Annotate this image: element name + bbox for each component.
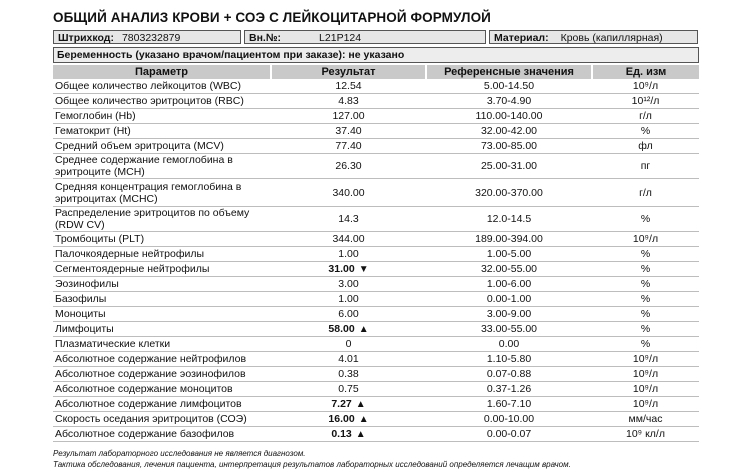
unit-cell: 10⁹ кл/л xyxy=(592,427,699,442)
result-cell: 31.00 ▼ xyxy=(271,262,426,277)
parameter-cell: Гематокрит (Ht) xyxy=(53,124,271,139)
reference-cell: 1.00-5.00 xyxy=(426,247,592,262)
unit-cell: % xyxy=(592,277,699,292)
parameter-cell: Абсолютное содержание моноцитов xyxy=(53,382,271,397)
material-field xyxy=(489,30,698,44)
header-unit: Ед. изм xyxy=(592,65,699,79)
result-cell: 12.54 xyxy=(271,79,426,94)
reference-cell: 0.00-10.00 xyxy=(426,412,592,427)
parameter-cell: Общее количество эритроцитов (RBC) xyxy=(53,94,271,109)
table-row xyxy=(53,397,699,412)
report-title: ОБЩИЙ АНАЛИЗ КРОВИ + СОЭ С ЛЕЙКОЦИТАРНОЙ ФОРМУЛОЙ xyxy=(53,10,491,25)
reference-cell: 320.00-370.00 xyxy=(426,179,592,207)
table-row xyxy=(53,382,699,397)
parameter-cell: Моноциты xyxy=(53,307,271,322)
unit-cell: фл xyxy=(592,139,699,154)
result-cell: 58.00 ▲ xyxy=(271,322,426,337)
table-row xyxy=(53,337,699,352)
parameter-cell: Абсолютное содержание базофилов xyxy=(53,427,271,442)
parameter-cell: Лимфоциты xyxy=(53,322,271,337)
table-header-row xyxy=(53,65,699,79)
result-cell: 37.40 xyxy=(271,124,426,139)
lab-report xyxy=(53,8,699,470)
table-row xyxy=(53,79,699,94)
unit-cell: % xyxy=(592,262,699,277)
unit-cell: 10⁹/л xyxy=(592,397,699,412)
reference-cell: 1.00-6.00 xyxy=(426,277,592,292)
header-reference: Референсные значения xyxy=(426,65,592,79)
parameter-cell: Среднее содержание гемоглобина в эритроците (MCH) xyxy=(53,154,271,179)
result-cell: 340.00 xyxy=(271,179,426,207)
result-cell: 77.40 xyxy=(271,139,426,154)
unit-cell: 10⁹/л xyxy=(592,232,699,247)
unit-cell: 10⁹/л xyxy=(592,352,699,367)
disclaimer-line-1: Результат лабораторного исследования не является диагнозом. xyxy=(53,449,306,458)
table-row xyxy=(53,94,699,109)
material-value: Кровь (капиллярная) xyxy=(560,32,663,44)
reference-cell: 73.00-85.00 xyxy=(426,139,592,154)
table-row xyxy=(53,262,699,277)
result-cell: 344.00 xyxy=(271,232,426,247)
reference-cell: 189.00-394.00 xyxy=(426,232,592,247)
table-row xyxy=(53,277,699,292)
unit-cell: 10⁹/л xyxy=(592,79,699,94)
table-row xyxy=(53,367,699,382)
header-parameter: Параметр xyxy=(53,65,271,79)
unit-cell: мм/час xyxy=(592,412,699,427)
results-table xyxy=(53,65,699,442)
table-row xyxy=(53,154,699,179)
reference-cell: 0.00-0.07 xyxy=(426,427,592,442)
unit-cell: % xyxy=(592,247,699,262)
internal-number-field xyxy=(244,30,486,44)
parameter-cell: Распределение эритроцитов по объему (RDW CV) xyxy=(53,207,271,232)
parameter-cell: Плазматические клетки xyxy=(53,337,271,352)
results-body xyxy=(53,79,699,442)
unit-cell: % xyxy=(592,307,699,322)
reference-cell: 32.00-55.00 xyxy=(426,262,592,277)
parameter-cell: Скорость оседания эритроцитов (СОЭ) xyxy=(53,412,271,427)
result-cell: 4.01 xyxy=(271,352,426,367)
table-row xyxy=(53,427,699,442)
unit-cell: % xyxy=(592,207,699,232)
result-cell: 1.00 xyxy=(271,292,426,307)
unit-cell: % xyxy=(592,124,699,139)
reference-cell: 33.00-55.00 xyxy=(426,322,592,337)
unit-cell: % xyxy=(592,322,699,337)
reference-cell: 3.70-4.90 xyxy=(426,94,592,109)
parameter-cell: Абсолютное содержание эозинофилов xyxy=(53,367,271,382)
table-row xyxy=(53,322,699,337)
reference-cell: 32.00-42.00 xyxy=(426,124,592,139)
reference-cell: 1.10-5.80 xyxy=(426,352,592,367)
table-row xyxy=(53,292,699,307)
result-cell: 6.00 xyxy=(271,307,426,322)
result-cell: 127.00 xyxy=(271,109,426,124)
parameter-cell: Базофилы xyxy=(53,292,271,307)
result-cell: 0.38 xyxy=(271,367,426,382)
barcode-value: 7803232879 xyxy=(121,32,181,44)
pregnancy-note: Беременность (указано врачом/пациентом при заказе): не указано xyxy=(53,47,699,63)
reference-cell: 3.00-9.00 xyxy=(426,307,592,322)
parameter-cell: Палочкоядерные нейтрофилы xyxy=(53,247,271,262)
reference-cell: 5.00-14.50 xyxy=(426,79,592,94)
barcode-label: Штрихкод: xyxy=(58,32,114,44)
reference-cell: 25.00-31.00 xyxy=(426,154,592,179)
result-cell: 14.3 xyxy=(271,207,426,232)
unit-cell: % xyxy=(592,337,699,352)
result-cell: 0.13 ▲ xyxy=(271,427,426,442)
result-cell: 4.83 xyxy=(271,94,426,109)
parameter-cell: Сегментоядерные нейтрофилы xyxy=(53,262,271,277)
table-row xyxy=(53,232,699,247)
parameter-cell: Абсолютное содержание лимфоцитов xyxy=(53,397,271,412)
internal-number-label: Вн.№: xyxy=(249,32,282,44)
reference-cell: 0.37-1.26 xyxy=(426,382,592,397)
parameter-cell: Эозинофилы xyxy=(53,277,271,292)
table-row xyxy=(53,307,699,322)
reference-cell: 0.00 xyxy=(426,337,592,352)
unit-cell: г/л xyxy=(592,109,699,124)
parameter-cell: Общее количество лейкоцитов (WBC) xyxy=(53,79,271,94)
parameter-cell: Гемоглобин (Hb) xyxy=(53,109,271,124)
internal-number-value: L21P124 xyxy=(319,32,362,44)
material-label: Материал: xyxy=(494,32,549,44)
table-row xyxy=(53,247,699,262)
unit-cell: 10⁹/л xyxy=(592,382,699,397)
parameter-cell: Средний объем эритроцита (MCV) xyxy=(53,139,271,154)
reference-cell: 0.07-0.88 xyxy=(426,367,592,382)
table-row xyxy=(53,207,699,232)
unit-cell: пг xyxy=(592,154,699,179)
reference-cell: 1.60-7.10 xyxy=(426,397,592,412)
unit-cell: 10⁹/л xyxy=(592,367,699,382)
result-cell: 7.27 ▲ xyxy=(271,397,426,412)
reference-cell: 0.00-1.00 xyxy=(426,292,592,307)
parameter-cell: Средняя концентрация гемоглобина в эритроцитах (MCHC) xyxy=(53,179,271,207)
header-result: Результат xyxy=(271,65,426,79)
result-cell: 16.00 ▲ xyxy=(271,412,426,427)
result-cell: 3.00 xyxy=(271,277,426,292)
disclaimer-line-2: Тактика обследования, лечения пациента, интерпретация результатов лабораторных исследований определяется лечащим врачом. xyxy=(53,460,571,469)
table-row xyxy=(53,352,699,367)
table-row xyxy=(53,179,699,207)
unit-cell: % xyxy=(592,292,699,307)
table-row xyxy=(53,109,699,124)
table-row xyxy=(53,412,699,427)
table-row xyxy=(53,124,699,139)
specimen-info xyxy=(53,30,699,44)
result-cell: 26.30 xyxy=(271,154,426,179)
table-row xyxy=(53,139,699,154)
result-cell: 0 xyxy=(271,337,426,352)
parameter-cell: Тромбоциты (PLT) xyxy=(53,232,271,247)
result-cell: 1.00 xyxy=(271,247,426,262)
parameter-cell: Абсолютное содержание нейтрофилов xyxy=(53,352,271,367)
unit-cell: г/л xyxy=(592,179,699,207)
unit-cell: 10¹²/л xyxy=(592,94,699,109)
result-cell: 0.75 xyxy=(271,382,426,397)
reference-cell: 12.0-14.5 xyxy=(426,207,592,232)
reference-cell: 110.00-140.00 xyxy=(426,109,592,124)
barcode-field xyxy=(53,30,241,44)
report-footer xyxy=(53,448,699,470)
